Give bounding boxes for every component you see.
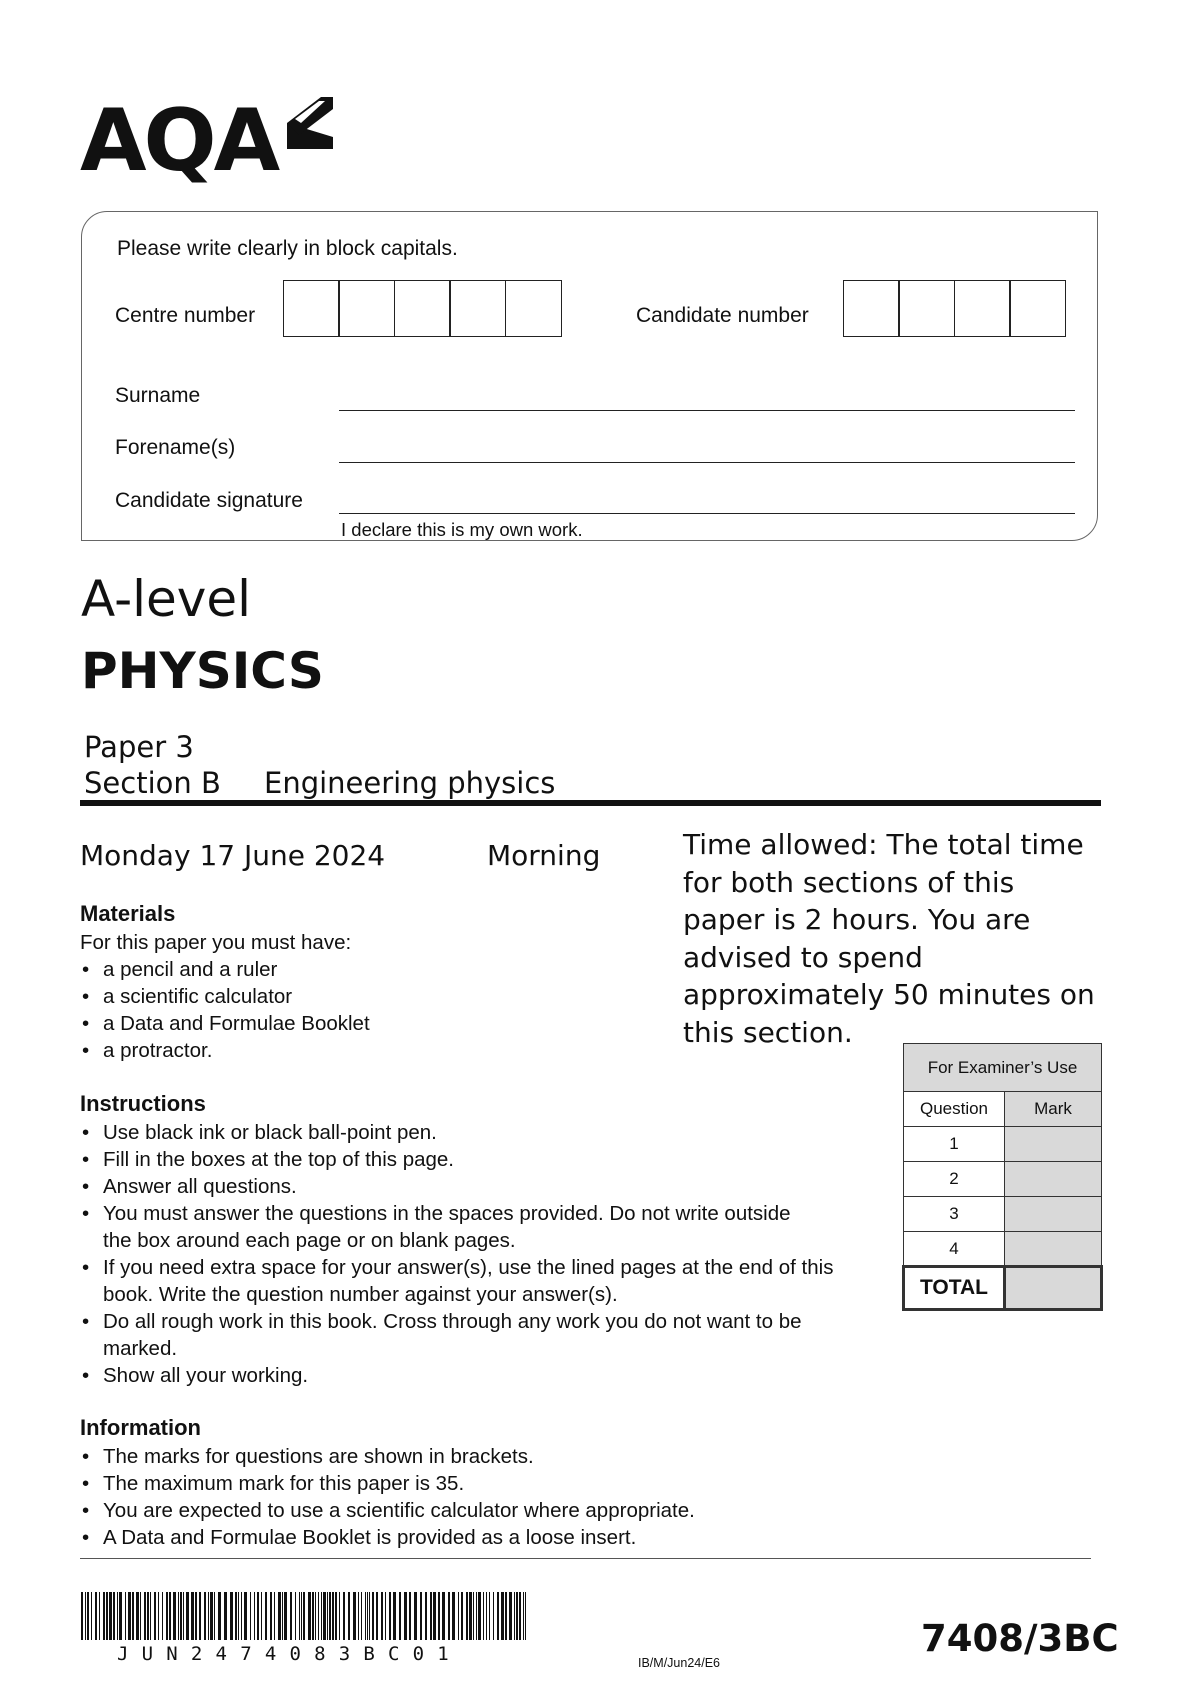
surname-input-line[interactable]	[339, 410, 1075, 411]
barcode-bar	[91, 1592, 92, 1640]
barcode-bar	[299, 1592, 300, 1640]
exam-date: Monday 17 June 2024	[80, 839, 386, 872]
barcode-bar	[501, 1592, 504, 1640]
total-mark-cell	[1005, 1267, 1102, 1310]
barcode-bar	[486, 1592, 487, 1640]
footer-divider	[80, 1558, 1091, 1559]
barcode-bar	[106, 1592, 108, 1640]
barcode-bar	[381, 1592, 383, 1640]
barcode-bar	[99, 1592, 100, 1640]
barcode-bar	[81, 1592, 83, 1640]
centre-number-digit-box[interactable]	[505, 280, 562, 337]
barcode-bar	[519, 1592, 521, 1640]
barcode-bar	[103, 1592, 105, 1640]
materials-list	[80, 956, 520, 1064]
mark-cell	[1005, 1162, 1102, 1197]
barcode-bar	[339, 1592, 340, 1640]
barcode-bar	[136, 1592, 139, 1640]
paper-number: Paper 3	[84, 730, 194, 764]
barcode-bar	[409, 1592, 411, 1640]
barcode-bar	[290, 1592, 292, 1640]
barcode-bar	[414, 1592, 417, 1640]
barcode-bar	[301, 1592, 302, 1640]
centre-number-label: Centre number	[115, 304, 256, 327]
barcode-bar	[87, 1592, 89, 1640]
barcode-bar	[250, 1592, 251, 1640]
mark-cell	[1005, 1197, 1102, 1232]
list-item: • A Data and Formulae Booklet is provided as a loose insert.	[80, 1524, 880, 1551]
barcode-bar	[516, 1592, 518, 1640]
barcode-bar	[244, 1592, 247, 1640]
barcode-bar	[270, 1592, 272, 1640]
materials-section	[80, 901, 520, 1064]
barcode-bar	[140, 1592, 141, 1640]
barcode-bar	[399, 1592, 401, 1640]
barcode-bar	[265, 1592, 267, 1640]
barcode-bar	[367, 1592, 368, 1640]
barcode-bar	[509, 1592, 512, 1640]
table-row	[904, 1162, 1102, 1197]
barcode-bar	[147, 1592, 149, 1640]
barcode-bar	[469, 1592, 472, 1640]
barcode-bar	[180, 1592, 182, 1640]
barcode-bar	[315, 1592, 316, 1640]
table-row	[904, 1232, 1102, 1267]
information-heading: Information	[80, 1415, 201, 1440]
paper-code: 7408/3BC	[921, 1617, 1119, 1660]
barcode-bar	[162, 1592, 163, 1640]
list-item: • Use black ink or black ball-point pen.	[80, 1119, 880, 1146]
barcode-bar	[329, 1592, 331, 1640]
barcode-bar	[312, 1592, 314, 1640]
barcode-bar	[254, 1592, 255, 1640]
barcode-bar	[214, 1592, 215, 1640]
barcode-bar	[191, 1592, 194, 1640]
barcode-bar	[235, 1592, 237, 1640]
candidate-number-label: Candidate number	[636, 304, 809, 327]
barcode-bar	[113, 1592, 115, 1640]
list-item: • The marks for questions are shown in brackets.	[80, 1443, 880, 1470]
title-divider	[80, 800, 1101, 806]
barcode-bar	[210, 1592, 213, 1640]
list-item: • If you need extra space for your answer(s), use the lined pages at the end of this book. Write the question number against your answer(s).	[80, 1254, 873, 1308]
barcode-bar	[493, 1592, 494, 1640]
question-number-cell: 3	[904, 1197, 1005, 1232]
mark-cell	[1005, 1232, 1102, 1267]
list-item: • Show all your working.	[80, 1362, 880, 1389]
forenames-input-line[interactable]	[339, 462, 1075, 463]
barcode-bar	[241, 1592, 242, 1640]
barcode-bar	[169, 1592, 171, 1640]
barcode-bar	[308, 1592, 311, 1640]
candidate-number-digit-box[interactable]	[843, 280, 900, 337]
question-column-header: Question	[904, 1092, 1005, 1127]
barcode-bar	[144, 1592, 146, 1640]
barcode-bar	[166, 1592, 168, 1640]
barcode-bar	[154, 1592, 156, 1640]
candidate-number-field[interactable]	[843, 280, 1066, 337]
list-item: • You must answer the questions in the spaces provided. Do not write outside the box around each page or on blank pages.	[80, 1200, 793, 1254]
barcode-image	[81, 1592, 526, 1640]
table-row	[904, 1127, 1102, 1162]
section-label: Section B	[84, 766, 221, 800]
barcode-bar	[327, 1592, 328, 1640]
barcode-bar	[353, 1592, 356, 1640]
barcode-bar	[369, 1592, 370, 1640]
barcode-bar	[483, 1592, 484, 1640]
barcode-bar	[284, 1592, 287, 1640]
barcode-bar	[505, 1592, 507, 1640]
barcode-bar	[478, 1592, 481, 1640]
question-number-cell: 4	[904, 1232, 1005, 1267]
centre-number-digit-box[interactable]	[338, 280, 395, 337]
barcode-bar	[150, 1592, 151, 1640]
barcode-bar	[385, 1592, 386, 1640]
barcode-bar	[224, 1592, 227, 1640]
time-allowed: Time allowed: The total time for both sections of this paper is 2 hours. You are advised to spend approximately 50 minutes on this section.	[683, 828, 1095, 1049]
block-capitals-instruction: Please write clearly in block capitals.	[117, 237, 458, 260]
instructions-section	[80, 1091, 880, 1389]
list-item: • The maximum mark for this paper is 35.	[80, 1470, 880, 1497]
barcode-bar	[218, 1592, 221, 1640]
barcode-bar	[376, 1592, 378, 1640]
barcode-bar	[466, 1592, 468, 1640]
barcode-bar	[433, 1592, 436, 1640]
barcode-bar	[473, 1592, 474, 1640]
list-item: • a pencil and a ruler	[80, 956, 520, 983]
barcode-bar	[199, 1592, 201, 1640]
centre-number-field[interactable]	[283, 280, 562, 337]
barcode-bar	[117, 1592, 118, 1640]
instructions-heading: Instructions	[80, 1091, 206, 1116]
barcode-bar	[425, 1592, 427, 1640]
barcode-bar	[321, 1592, 322, 1640]
document-reference: IB/M/Jun24/E6	[638, 1656, 720, 1670]
barcode-bar	[523, 1592, 524, 1640]
question-number-cell: 1	[904, 1127, 1005, 1162]
barcode-bar	[348, 1592, 350, 1640]
barcode-bar	[461, 1592, 463, 1640]
barcode-bar	[361, 1592, 362, 1640]
signature-label: Candidate signature	[115, 489, 303, 512]
forenames-label: Forename(s)	[115, 436, 236, 459]
aqa-logo-text: AQA	[80, 91, 278, 191]
barcode-bar	[261, 1592, 262, 1640]
materials-intro: For this paper you must have:	[80, 931, 352, 954]
barcode-bar	[514, 1592, 515, 1640]
list-item: • Answer all questions.	[80, 1173, 880, 1200]
section-title: Engineering physics	[264, 766, 556, 800]
information-list	[80, 1443, 880, 1551]
barcode-bar	[132, 1592, 134, 1640]
candidate-number-digit-box[interactable]	[898, 280, 955, 337]
barcode-bar	[186, 1592, 189, 1640]
barcode-bar	[420, 1592, 422, 1640]
centre-number-digit-box[interactable]	[394, 280, 451, 337]
barcode-bar	[109, 1592, 112, 1640]
barcode-bar	[208, 1592, 209, 1640]
barcode-bar	[489, 1592, 490, 1640]
barcode-bar	[85, 1592, 86, 1640]
barcode-bar	[173, 1592, 176, 1640]
total-row	[904, 1267, 1102, 1310]
barcode-bar	[458, 1592, 459, 1640]
barcode-bar	[95, 1592, 97, 1640]
barcode-bar	[497, 1592, 499, 1640]
declaration-text: I declare this is my own work.	[341, 519, 583, 540]
barcode-bar	[183, 1592, 184, 1640]
mark-column-header: Mark	[1005, 1092, 1102, 1127]
barcode-bar	[365, 1592, 366, 1640]
barcode-bar	[358, 1592, 359, 1640]
list-item: • a protractor.	[80, 1037, 520, 1064]
barcode-bar	[335, 1592, 337, 1640]
information-section	[80, 1415, 880, 1551]
barcode-bar	[278, 1592, 281, 1640]
barcode-bar	[282, 1592, 283, 1640]
barcode-bar	[448, 1592, 450, 1640]
barcode-bar	[404, 1592, 407, 1640]
surname-label: Surname	[115, 384, 201, 407]
barcode-bar	[274, 1592, 275, 1640]
instructions-list	[80, 1119, 880, 1389]
barcode-bar	[195, 1592, 197, 1640]
barcode-bar	[128, 1592, 131, 1640]
barcode-bar	[525, 1592, 526, 1640]
barcode-bar	[257, 1592, 259, 1640]
examiners-use-title: For Examiner’s Use	[904, 1044, 1102, 1092]
mark-cell	[1005, 1127, 1102, 1162]
barcode-bar	[389, 1592, 391, 1640]
total-label: TOTAL	[904, 1267, 1005, 1310]
barcode-bar	[125, 1592, 126, 1640]
barcode-bar	[343, 1592, 345, 1640]
exam-session: Morning	[487, 839, 601, 872]
barcode-bar	[303, 1592, 305, 1640]
qualification-level: A-level	[81, 570, 252, 628]
barcode-bar	[178, 1592, 179, 1640]
subject-title: PHYSICS	[81, 642, 324, 700]
barcode-bar	[318, 1592, 319, 1640]
barcode-digits: JUN2474083BC01	[117, 1643, 462, 1665]
question-number-cell: 2	[904, 1162, 1005, 1197]
barcode-bar	[323, 1592, 326, 1640]
candidate-number-digit-box[interactable]	[1009, 280, 1066, 337]
barcode-bar	[393, 1592, 396, 1640]
barcode-bar	[452, 1592, 455, 1640]
list-item: • You are expected to use a scientific calculator where appropriate.	[80, 1497, 880, 1524]
signature-input-line[interactable]	[339, 513, 1075, 514]
barcode-bar	[119, 1592, 122, 1640]
candidate-number-digit-box[interactable]	[954, 280, 1011, 337]
list-item: • a scientific calculator	[80, 983, 520, 1010]
barcode-bar	[158, 1592, 159, 1640]
centre-number-digit-box[interactable]	[449, 280, 506, 337]
barcode-bar	[430, 1592, 432, 1640]
centre-number-digit-box[interactable]	[283, 280, 340, 337]
barcode-bar	[230, 1592, 233, 1640]
aqa-logo-mark-icon	[281, 93, 337, 153]
barcode-bar	[332, 1592, 334, 1640]
barcode-bar	[476, 1592, 477, 1640]
list-item: • a Data and Formulae Booklet	[80, 1010, 520, 1037]
barcode-bar	[238, 1592, 239, 1640]
barcode-bar	[442, 1592, 445, 1640]
materials-heading: Materials	[80, 901, 176, 926]
table-row	[904, 1197, 1102, 1232]
list-item: • Fill in the boxes at the top of this page.	[80, 1146, 880, 1173]
barcode-bar	[438, 1592, 440, 1640]
barcode-bar	[204, 1592, 206, 1640]
barcode-bar	[295, 1592, 296, 1640]
barcode-bar	[372, 1592, 374, 1640]
examiners-use-table	[902, 1043, 1103, 1311]
list-item: • Do all rough work in this book. Cross through any work you do not want to be marked.	[80, 1308, 803, 1362]
